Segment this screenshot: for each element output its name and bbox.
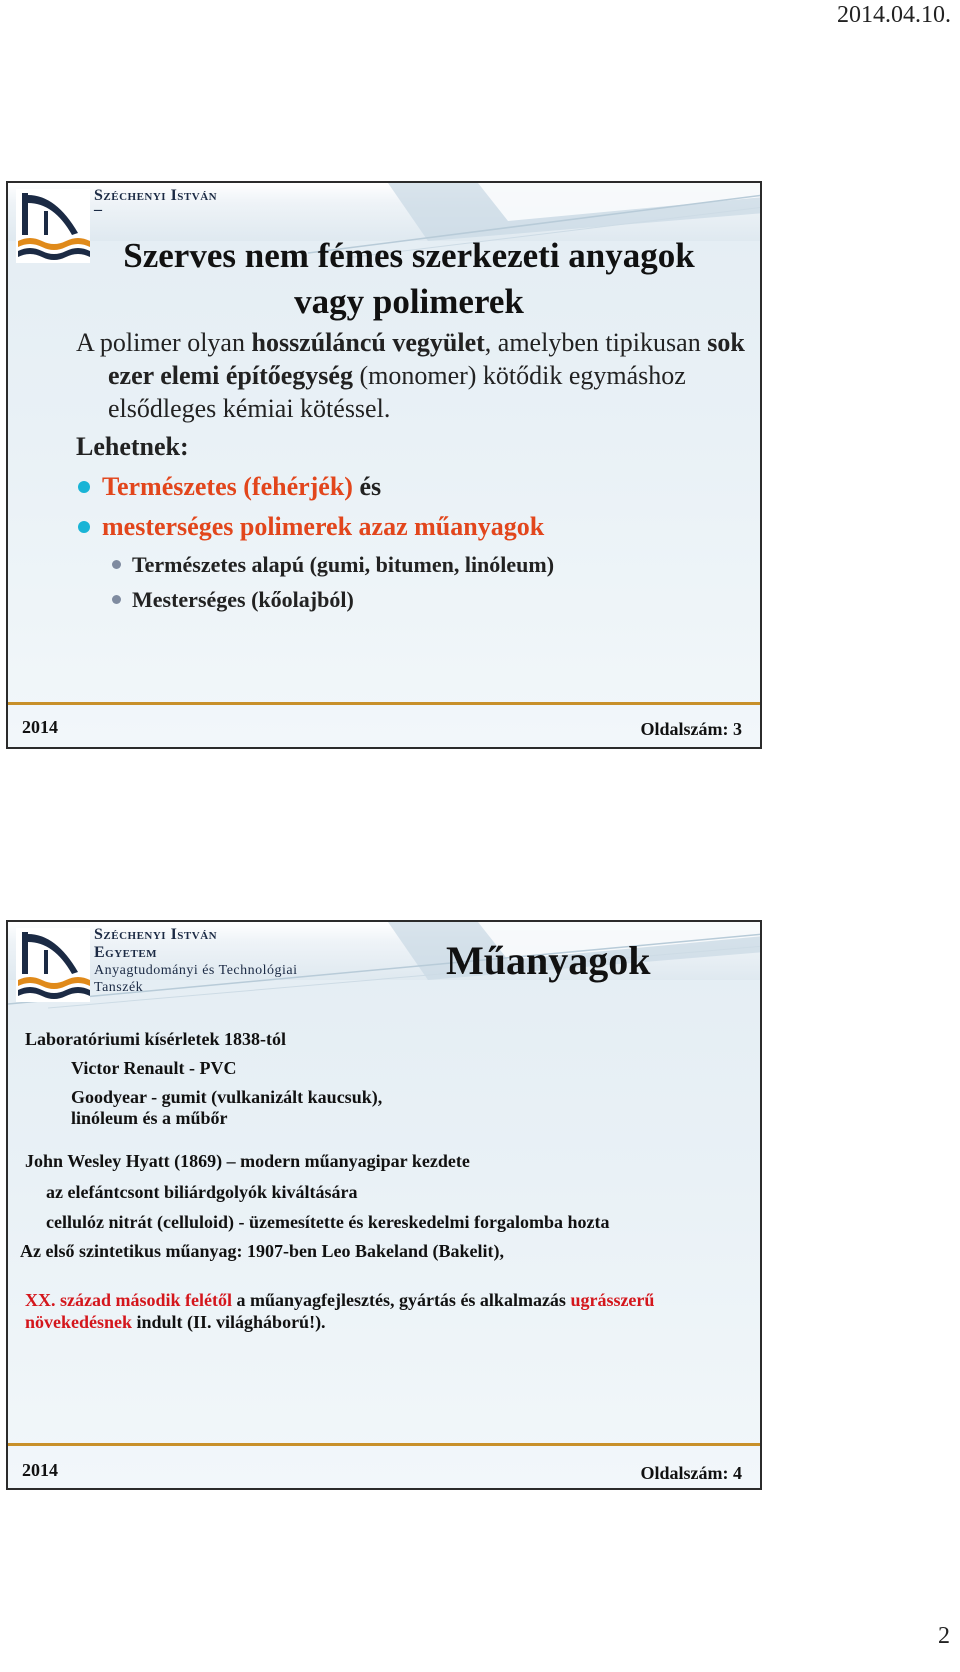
text-line: cellulóz nitrát (celluloid) - üzemesítette és kereskedelmi forgalomba hozta (46, 1212, 610, 1232)
slide-body (76, 326, 746, 617)
bullet-red-text: Természetes (fehérjék) (102, 472, 353, 501)
bullet-dot (78, 481, 90, 493)
conclusion-red-1: XX. század második felétől (25, 1290, 232, 1310)
sub-bullet-text: Mesterséges (kőolajból) (132, 587, 354, 612)
definition-bold-2: sok ezer elemi építőegység (108, 328, 745, 390)
text-line: John Wesley Hyatt (1869) – modern műanyagipar kezdete (25, 1151, 470, 1171)
slide-3 (6, 181, 762, 749)
page-number: 2 (938, 1623, 950, 1649)
definition-bold-1: hosszúláncú vegyület (251, 328, 485, 357)
department-line2: Tanszék (94, 980, 144, 995)
university-name-line2: – (94, 201, 103, 218)
university-name-line1: Széchenyi István (94, 926, 218, 943)
slide-title-line1: Szerves nem fémes szerkezeti anyagok (123, 236, 695, 275)
university-logo (16, 189, 90, 263)
slide-4 (6, 920, 762, 1490)
bullet-dot (78, 521, 90, 533)
bullet-red-text: mesterséges polimerek azaz műanyagok (102, 512, 545, 541)
bullet-item (76, 467, 746, 507)
lehetnek-label: Lehetnek: (76, 432, 189, 461)
conclusion-text-2: indult (II. világháború!). (132, 1312, 326, 1332)
sub-bullet-dot (112, 560, 121, 569)
university-name-line1: Széchenyi István (94, 187, 218, 204)
sub-bullet-item (76, 547, 746, 582)
footer-slide-number: Oldalszám: 3 (640, 719, 742, 739)
university-name (94, 187, 218, 218)
bullet-item (76, 507, 746, 547)
definition-text-3: (monomer) kötődik egymáshoz elsődleges kémiai kötéssel. (108, 361, 686, 423)
text-line: Goodyear - gumit (vulkanizált kaucsuk), (71, 1087, 383, 1107)
text-line: Az első szintetikus műanyag: 1907-ben Leo Bakeland (Bakelit), (20, 1241, 505, 1261)
definition-paragraph (76, 326, 746, 425)
conclusion-paragraph (25, 1289, 745, 1333)
conclusion-red-2: ugrásszerű (570, 1290, 655, 1310)
footer-slide-number: Oldalszám: 4 (640, 1463, 742, 1483)
footer-divider (8, 1443, 760, 1446)
slide-title: Műanyagok (446, 938, 651, 983)
text-line: Victor Renault - PVC (71, 1058, 237, 1078)
university-name-line2: Egyetem (94, 944, 158, 961)
department-line1: Anyagtudományi és Technológiai (94, 963, 298, 978)
definition-text-2: , amelyben tipikusan (484, 328, 708, 357)
university-name (94, 926, 298, 996)
sub-bullet-dot (112, 595, 121, 604)
text-line: Laboratóriumi kísérletek 1838-tól (25, 1029, 286, 1049)
university-logo (16, 928, 90, 1002)
page-date: 2014.04.10. (837, 2, 951, 28)
conclusion-text-1: a műanyagfejlesztés, gyártás és alkalmazás (231, 1290, 571, 1310)
footer-year: 2014 (22, 717, 58, 737)
sub-bullet-text: Természetes alapú (gumi, bitumen, linóleum) (132, 552, 555, 577)
slide-title-line2: vagy polimerek (294, 282, 524, 321)
definition-text-1: A polimer olyan (76, 328, 252, 357)
conclusion-red-3: növekedésnek (25, 1312, 133, 1332)
slide-title (88, 233, 730, 325)
footer-divider (8, 702, 760, 705)
footer-year: 2014 (22, 1460, 58, 1480)
bullet-rest-text: és (352, 472, 382, 501)
text-line: az elefántcsont biliárdgolyók kiváltására (46, 1182, 358, 1202)
sub-bullet-item (76, 582, 746, 617)
text-line: linóleum és a műbőr (71, 1108, 228, 1128)
